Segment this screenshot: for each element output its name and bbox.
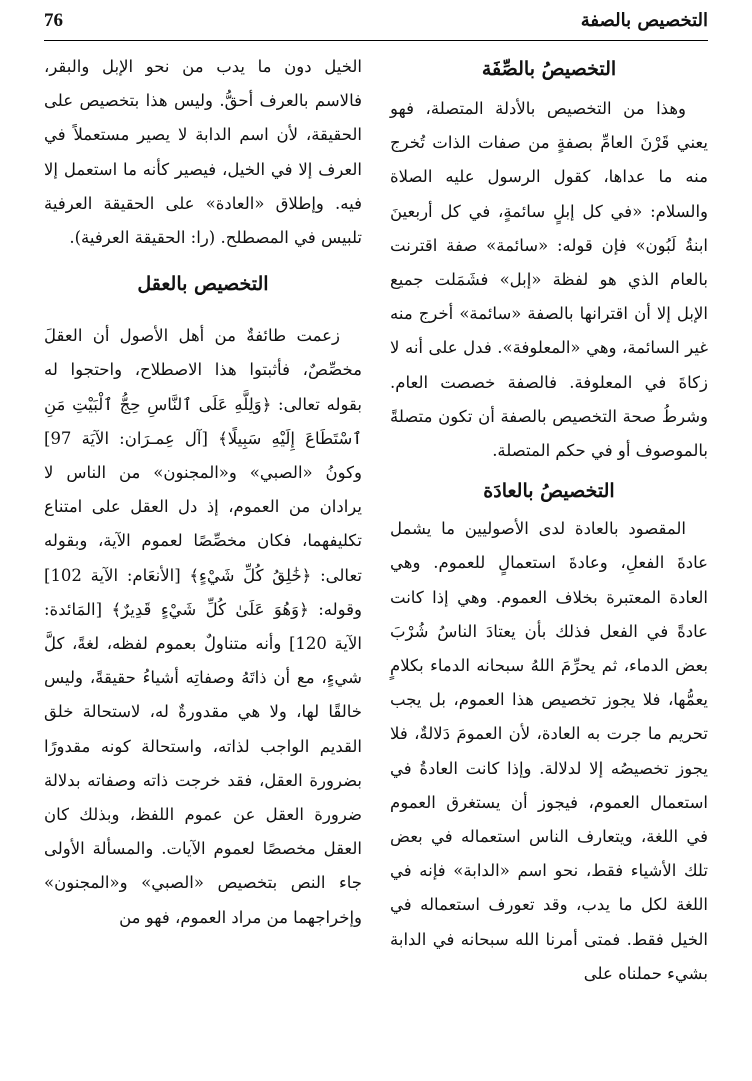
section-heading-specification-by-custom: التخصيصُ بالعادَة xyxy=(483,480,615,503)
paragraph-custom-continued: الخيل دون ما يدب من نحو الإبل والبقر، فالاسم بالعرف أحقُّ. وليس هذا بتخصيص على الحقيقة، لأن اسم الدابة لا يصير مستعملاً في العرف إلا في الخيل، فيصير كأنه ما استعمل إلا فيه. وإطلاق «العادة» على الحقيقة العرفية تلبيس في المصطلح. (را: الحقيقة العرفية). xyxy=(44,57,362,248)
right-column xyxy=(390,50,708,991)
section-heading-specification-by-reason: التخصيص بالعقل xyxy=(137,273,269,296)
section-heading-specification-by-attribute: التخصيصُ بالصِّفَة xyxy=(481,58,617,80)
left-column xyxy=(44,50,362,935)
paragraph-specification-by-custom: المقصود بالعادة لدى الأصوليين ما يشمل عادةَ الفعلِ، وعادةَ استعمالٍ للعموم. وهي العادة المعتبرة بخلاف العموم. وهي إذا كانت عادةً في الفعل فذلك بأن يعتادَ الناسُ شُرْبَ بعض الدماء، ثم يحرِّمَ اللهُ سبحانه الدماء بكلامٍ يعمُّها، فلا يجوز تخصيص هذا العموم، بل يجب تحريم ما جرت به العادة، لأن العمومَ دَلالةٌ، فلا يجوز تخصيصُه إلا لدلالة. وإذا كانت العادةُ في استعمال العموم، فيجوز أن يستغرق العموم في اللغة، ويتعارف الناس استعماله في بعض تلك الأشياء فقط، نحو اسم «الدابة» فإنه في اللغة لكل ما يدب، وقد تعورف استعماله في الخيل فقط. فمتى أمرنا الله سبحانه في الدابة بشيء حملناه على xyxy=(390,519,708,983)
paragraph-specification-by-attribute: وهذا من التخصيص بالأدلة المتصلة، فهو يعني قَرْنَ العامِّ بصفةٍ من صفات الذات تُخرج منه ما عداها، كقول الرسول عليه الصلاة والسلام: «في كل إبلٍ سائمةٍ، في كل أربعينَ ابنةُ لَبُون» فإن قوله: «سائمة» صفة اقترنت بالعام الذي هو لفظة «إبل» فشَمَلت جميع الإبل إلا أن اقترانها بالصفة «سائمة» أخرج منه غير السائمة، وهي «المعلوفة». فدل على أنه لا زكاةَ في المعلوفة. فالصفة خصصت العام. وشرطُ صحة التخصيص بالصفة أن تكون متصلةً بالموصوف أو في حكم المتصلة. xyxy=(390,99,708,461)
paragraph-specification-by-reason: زعمت طائفةٌ من أهل الأصول أن العقلَ مخصِّصٌ، فأثبتوا هذا الاصطلاح، واحتجوا له بقوله تعالى: ﴿وَلِلَّهِ عَلَى ٱلنَّاسِ حِجُّ ٱلْبَيْتِ مَنِ ٱسْتَطَاعَ إِلَيْهِ سَبِيلًا﴾ [آل عِمـرَان: الآيَة 97] وكونُ «الصبي» و«المجنون» من الناس لا يرادان من العموم، إذ دل العقل على امتناع تكليفهما، فكان مخصِّصًا لعموم الآية، وبقوله تعالى: ﴿خَٰلِقُ كُلِّ شَيْءٍ﴾ [الأنعَام: الآية 102] وقوله: ﴿وَهُوَ عَلَىٰ كُلِّ شَيْءٍ قَدِيرٌ﴾ [المَائدة: الآية 120] وأنه متناولٌ بعموم لفظه، لغةً، كلَّ شيءٍ، مع أن ذاتَهُ وصفاتِه أشياءُ حقيقةً، وليس خالقًا لها، ولا هي مقدورةٌ له، لاستحالة خلق القديم الواجب لذاته، واستحالة كونه مقدورًا بضرورة العقل، فقد خرجت ذاته وصفاته بدلالة ضرورة العقل عن عموم اللفظ، وبذلك كان العقل مخصصًا لعموم الآيات. والمسألة الأولى جاء النص بتخصيص «الصبي» و«المجنون» وإخراجهما من مراد العموم، فهو من xyxy=(44,326,362,927)
running-title: التخصيص بالصفة xyxy=(580,10,708,31)
page-header xyxy=(44,6,708,41)
page-number: 76 xyxy=(44,10,63,31)
